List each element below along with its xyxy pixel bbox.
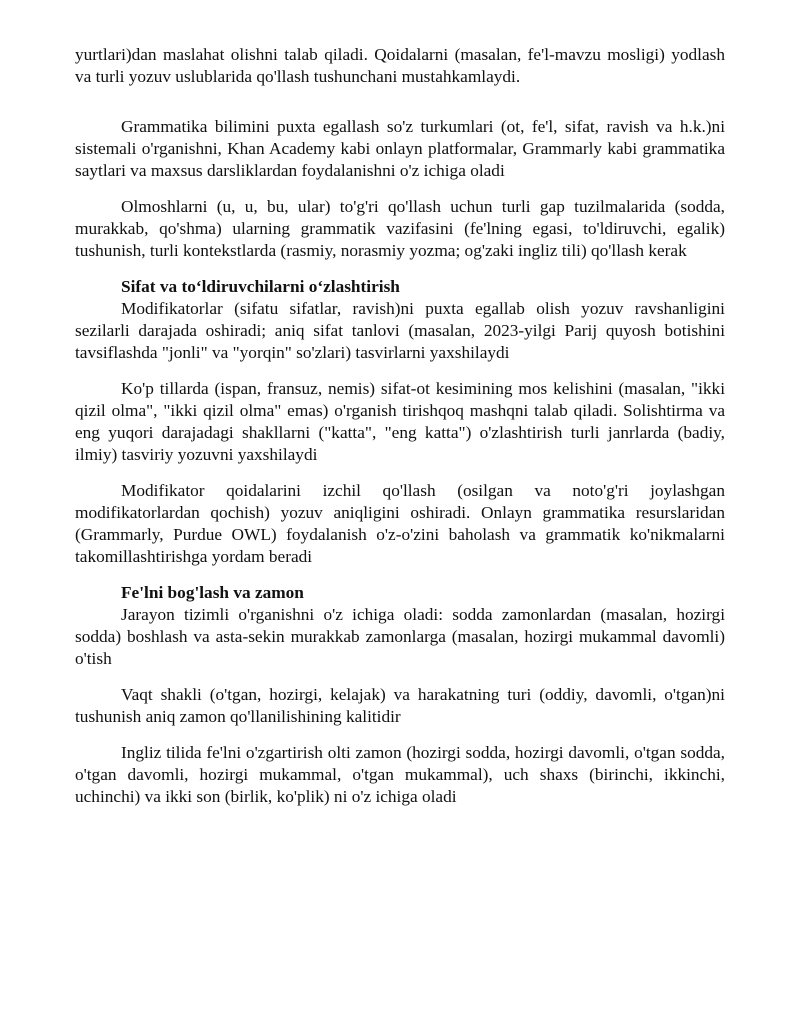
paragraph-modifier-rules: Modifikator qoidalarini izchil qo'llash (osilgan va noto'g'ri joylashgan modifikatorlardan qochish) yozuv aniqligini oshiradi. Onlayn grammatika resurslaridan (Grammarly, Purdue OWL) foydalanish o'z-o'zini baholash va grammatik ko'nikmalarni takomillashtirishga yordam beradi <box>75 481 725 566</box>
paragraph-continuation: yurtlari)dan maslahat olishni talab qiladi. Qoidalarni (masalan, fe'l-mavzu mosligi) yodlash va turli yozuv uslublarida qo'llash tushunchani mustahkamlaydi. <box>75 45 725 86</box>
paragraph-pronouns: Olmoshlarni (u, u, bu, ular) to'g'ri qo'llash uchun turli gap tuzilmalarida (sodda, murakkab, qo'shma) ularning grammatik vazifasini (fe'lning egasi, to'ldiruvchi, egalik) tushunish, turli kontekstlarda (rasmiy, norasmiy yozma; og'zaki ingliz tili) qo'llash kerak <box>75 197 725 260</box>
section-heading-modifiers: Sifat va toʻldiruvchilarni oʻzlashtirish <box>121 277 400 296</box>
paragraph-tense-process: Jarayon tizimli o'rganishni o'z ichiga oladi: sodda zamonlardan (masalan, hozirgi sodda) boshlash va asta-sekin murakkab zamonlarga (masalan, hozirgi mukammal davomli) o'tish <box>75 605 725 668</box>
section-heading-verb-tense: Fe'lni bog'lash va zamon <box>121 583 304 602</box>
paragraph-time-aspect: Vaqt shakli (o'tgan, hozirgi, kelajak) va harakatning turi (oddiy, davomli, o'tgan)ni tushunish aniq zamon qo'llanilishining kalitidir <box>75 685 725 726</box>
document-page <box>75 44 725 808</box>
paragraph-adjective-agreement: Ko'p tillarda (ispan, fransuz, nemis) sifat-ot kesimining mos kelishini (masalan, "ikki qizil olma", "ikki qizil olma" emas) o'rganish tirishqoq mashqni talab qiladi. Solishtirma va eng yuqori darajadagi shakllarni ("katta", "eng katta") o'zlashtirish turli janrlarda (badiy, ilmiy) tasviriy yozuvni yaxshilaydi <box>75 379 725 464</box>
paragraph-grammar-mastery: Grammatika bilimini puxta egallash so'z turkumlari (ot, fe'l, sifat, ravish va h.k.)ni sistemali o'rganishni, Khan Academy kabi onlayn platformalar, Grammarly kabi grammatika saytlari va maxsus darsliklardan foydalanishni o'z ichiga oladi <box>75 117 725 180</box>
paragraph-conjugation: Ingliz tilida fe'lni o'zgartirish olti zamon (hozirgi sodda, hozirgi davomli, o'tgan sodda, o'tgan davomli, hozirgi mukammal, o'tgan mukammal), uch shaxs (birinchi, ikkinchi, uchinchi) va ikki son (birlik, ko'plik) ni o'z ichiga oladi <box>75 743 725 806</box>
paragraph-modifiers: Modifikatorlar (sifatu sifatlar, ravish)ni puxta egallab olish yozuv ravshanligini sezilarli darajada oshiradi; aniq sifat tanlovi (masalan, 2023-yilgi Parij quyosh botishini tavsiflashda "jonli" va "yorqin" so'zlari) tasvirlarni yaxshilaydi <box>75 299 725 362</box>
